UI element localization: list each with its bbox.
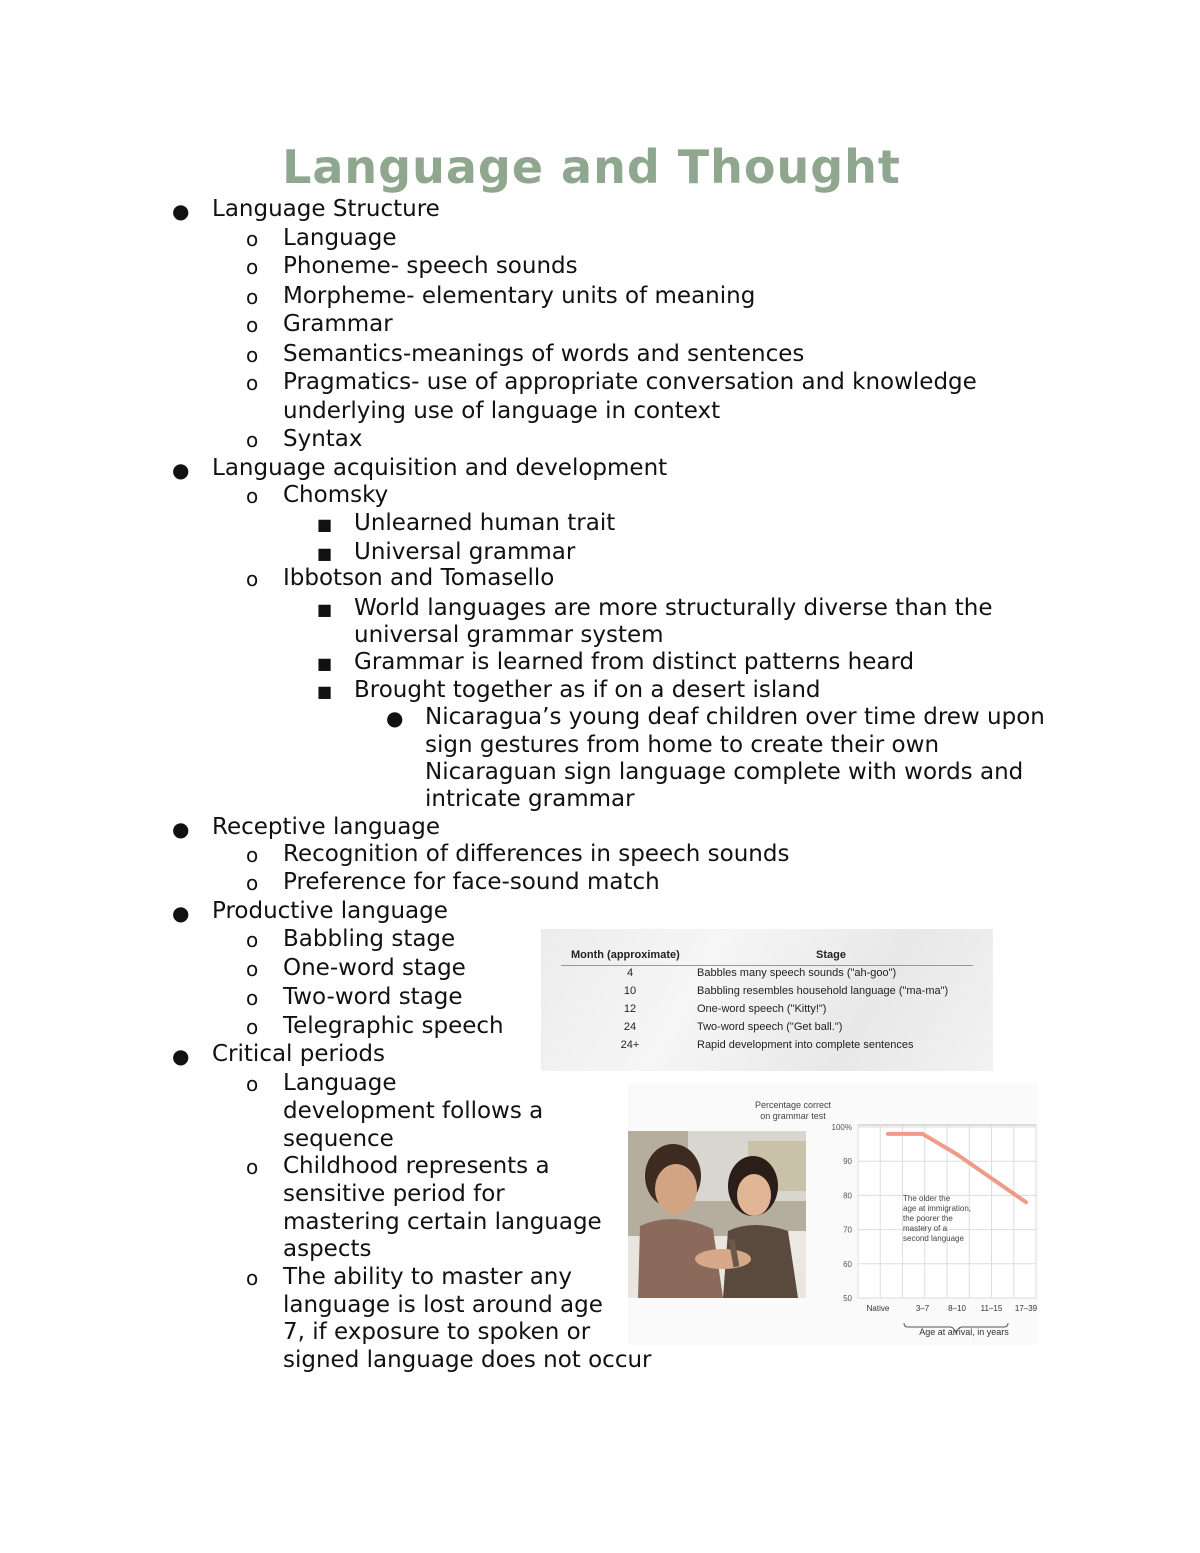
list-item: Ibbotson and Tomasello [283,565,555,591]
square-bullet-icon: ■ [317,682,333,701]
photo-illustration [628,1131,806,1298]
circle-bullet-icon: o [246,1072,259,1096]
list-item: Grammar is learned from distinct patterns heard [354,649,915,675]
y-axis-ticks [832,1123,853,1303]
table-cell-month: 12 [623,1003,637,1015]
list-item: Brought together as if on a desert island [354,677,821,703]
y-tick-label: 90 [843,1157,852,1167]
circle-bullet-icon: o [246,428,259,452]
list-item-continuation: language is lost around age [283,1292,603,1318]
list-item-continuation: sign gestures from home to create their own [425,732,940,758]
table-header-stage: Stage [816,949,846,961]
chart-title-line-2: on grammar test [760,1111,826,1121]
list-item: Preference for face-sound match [283,869,660,895]
list-item: One-word stage [283,955,466,981]
table-rule [561,965,973,966]
list-item: Grammar [283,311,393,337]
table-cell-stage: One-word speech ("Kitty!") [697,1003,827,1015]
list-item-continuation: Nicaraguan sign language complete with words and [425,759,1024,785]
x-axis-ticks [867,1304,1038,1313]
square-bullet-icon: ■ [317,654,333,673]
list-item-continuation: 7, if exposure to spoken or [283,1319,591,1345]
circle-bullet-icon: o [246,255,259,279]
table-cell-month: 4 [626,967,634,979]
list-item-continuation: signed language does not occur [283,1347,652,1373]
x-tick-label: Native [866,1304,890,1313]
circle-bullet-icon: o [246,957,259,981]
list-item: Universal grammar [354,539,576,565]
list-item-continuation: sensitive period for [283,1181,505,1207]
table-cell-stage: Babbles many speech sounds ("ah-goo") [697,967,897,979]
y-tick-label: 80 [843,1191,852,1201]
list-item: Childhood represents a [283,1153,550,1179]
table-cell-stage: Two-word speech ("Get ball.") [697,1021,843,1033]
circle-bullet-icon: o [246,227,259,251]
list-item: Syntax [283,426,363,452]
bullet-icon: ● [172,1044,190,1068]
y-tick-label: 70 [843,1225,852,1235]
list-item: Morpheme- elementary units of meaning [283,283,756,309]
circle-bullet-icon: o [246,371,259,395]
y-tick-label: 60 [843,1259,852,1269]
circle-bullet-icon: o [246,484,259,508]
circle-bullet-icon: o [246,1266,259,1290]
square-bullet-icon: ■ [317,600,333,619]
table-cell-month: 24+ [620,1039,640,1051]
square-bullet-icon: ■ [317,515,333,534]
list-item: Telegraphic speech [283,1013,504,1039]
section-heading-productive: Productive language [212,898,448,924]
circle-bullet-icon: o [246,843,259,867]
circle-bullet-icon: o [246,343,259,367]
bullet-icon: ● [386,706,404,730]
circle-bullet-icon: o [246,567,259,591]
annotation-line: The older the [903,1194,951,1203]
table-cell-stage: Babbling resembles household language ("ma-ma") [697,985,949,997]
x-axis-label: Age at arrival, in years [919,1327,1009,1337]
list-item: Babbling stage [283,926,456,952]
language-stage-table [541,929,993,1071]
list-item-continuation: universal grammar system [354,622,664,648]
x-tick-label: 11–15 [980,1304,1003,1313]
chart-title-line-1: Percentage correct [754,1100,832,1110]
circle-bullet-icon: o [246,986,259,1010]
bullet-icon: ● [172,199,190,223]
section-heading-receptive: Receptive language [212,814,441,840]
x-tick-label: 17–39 [1014,1304,1038,1313]
list-item: Two-word stage [283,984,463,1010]
bullet-icon: ● [172,901,190,925]
list-item-continuation: mastering certain language [283,1209,602,1235]
table-cell-stage: Rapid development into complete sentences [697,1039,914,1051]
section-heading-language-structure: Language Structure [212,196,440,222]
section-heading-critical-periods: Critical periods [212,1041,386,1067]
annotation-line: age at immigration, [903,1204,972,1213]
table-cell-month: 24 [623,1021,637,1033]
circle-bullet-icon: o [246,928,259,952]
list-item: Semantics-meanings of words and sentences [283,341,805,367]
tutoring-photo [628,1131,806,1298]
list-item: Language [283,225,397,251]
table-header-month: Month (approximate) [571,949,680,961]
table-cell-month: 10 [623,985,637,997]
y-tick-label: 100% [831,1123,852,1132]
list-item: Phoneme- speech sounds [283,253,578,279]
bullet-icon: ● [172,458,190,482]
list-item: Recognition of differences in speech sounds [283,841,790,867]
annotation-line: mastery of a [903,1224,948,1233]
annotation-line: second language [903,1234,964,1243]
x-tick-label: 3–7 [915,1304,930,1313]
square-bullet-icon: ■ [317,544,333,563]
list-item-continuation: development follows a [283,1098,544,1124]
list-item: Pragmatics- use of appropriate conversation and knowledge [283,369,977,395]
list-item-continuation: intricate grammar [425,786,635,812]
list-item: World languages are more structurally diverse than the [354,595,993,621]
list-item-continuation: aspects [283,1236,372,1262]
circle-bullet-icon: o [246,871,259,895]
page-title: Language and Thought [282,140,901,194]
list-item: Chomsky [283,482,389,508]
circle-bullet-icon: o [246,1015,259,1039]
section-heading-acquisition: Language acquisition and development [212,455,668,481]
x-tick-label: 8–10 [948,1304,966,1313]
list-item: Language [283,1070,397,1096]
bullet-icon: ● [172,817,190,841]
circle-bullet-icon: o [246,285,259,309]
annotation-line: the poorer the [903,1214,953,1223]
list-item: The ability to master any [283,1264,572,1290]
circle-bullet-icon: o [246,313,259,337]
y-tick-label: 50 [843,1294,852,1303]
list-item-continuation: sequence [283,1126,394,1152]
circle-bullet-icon: o [246,1155,259,1179]
list-item: Nicaragua’s young deaf children over time drew upon [425,704,1045,730]
list-item: Unlearned human trait [354,510,616,536]
list-item-continuation: underlying use of language in context [283,398,721,424]
